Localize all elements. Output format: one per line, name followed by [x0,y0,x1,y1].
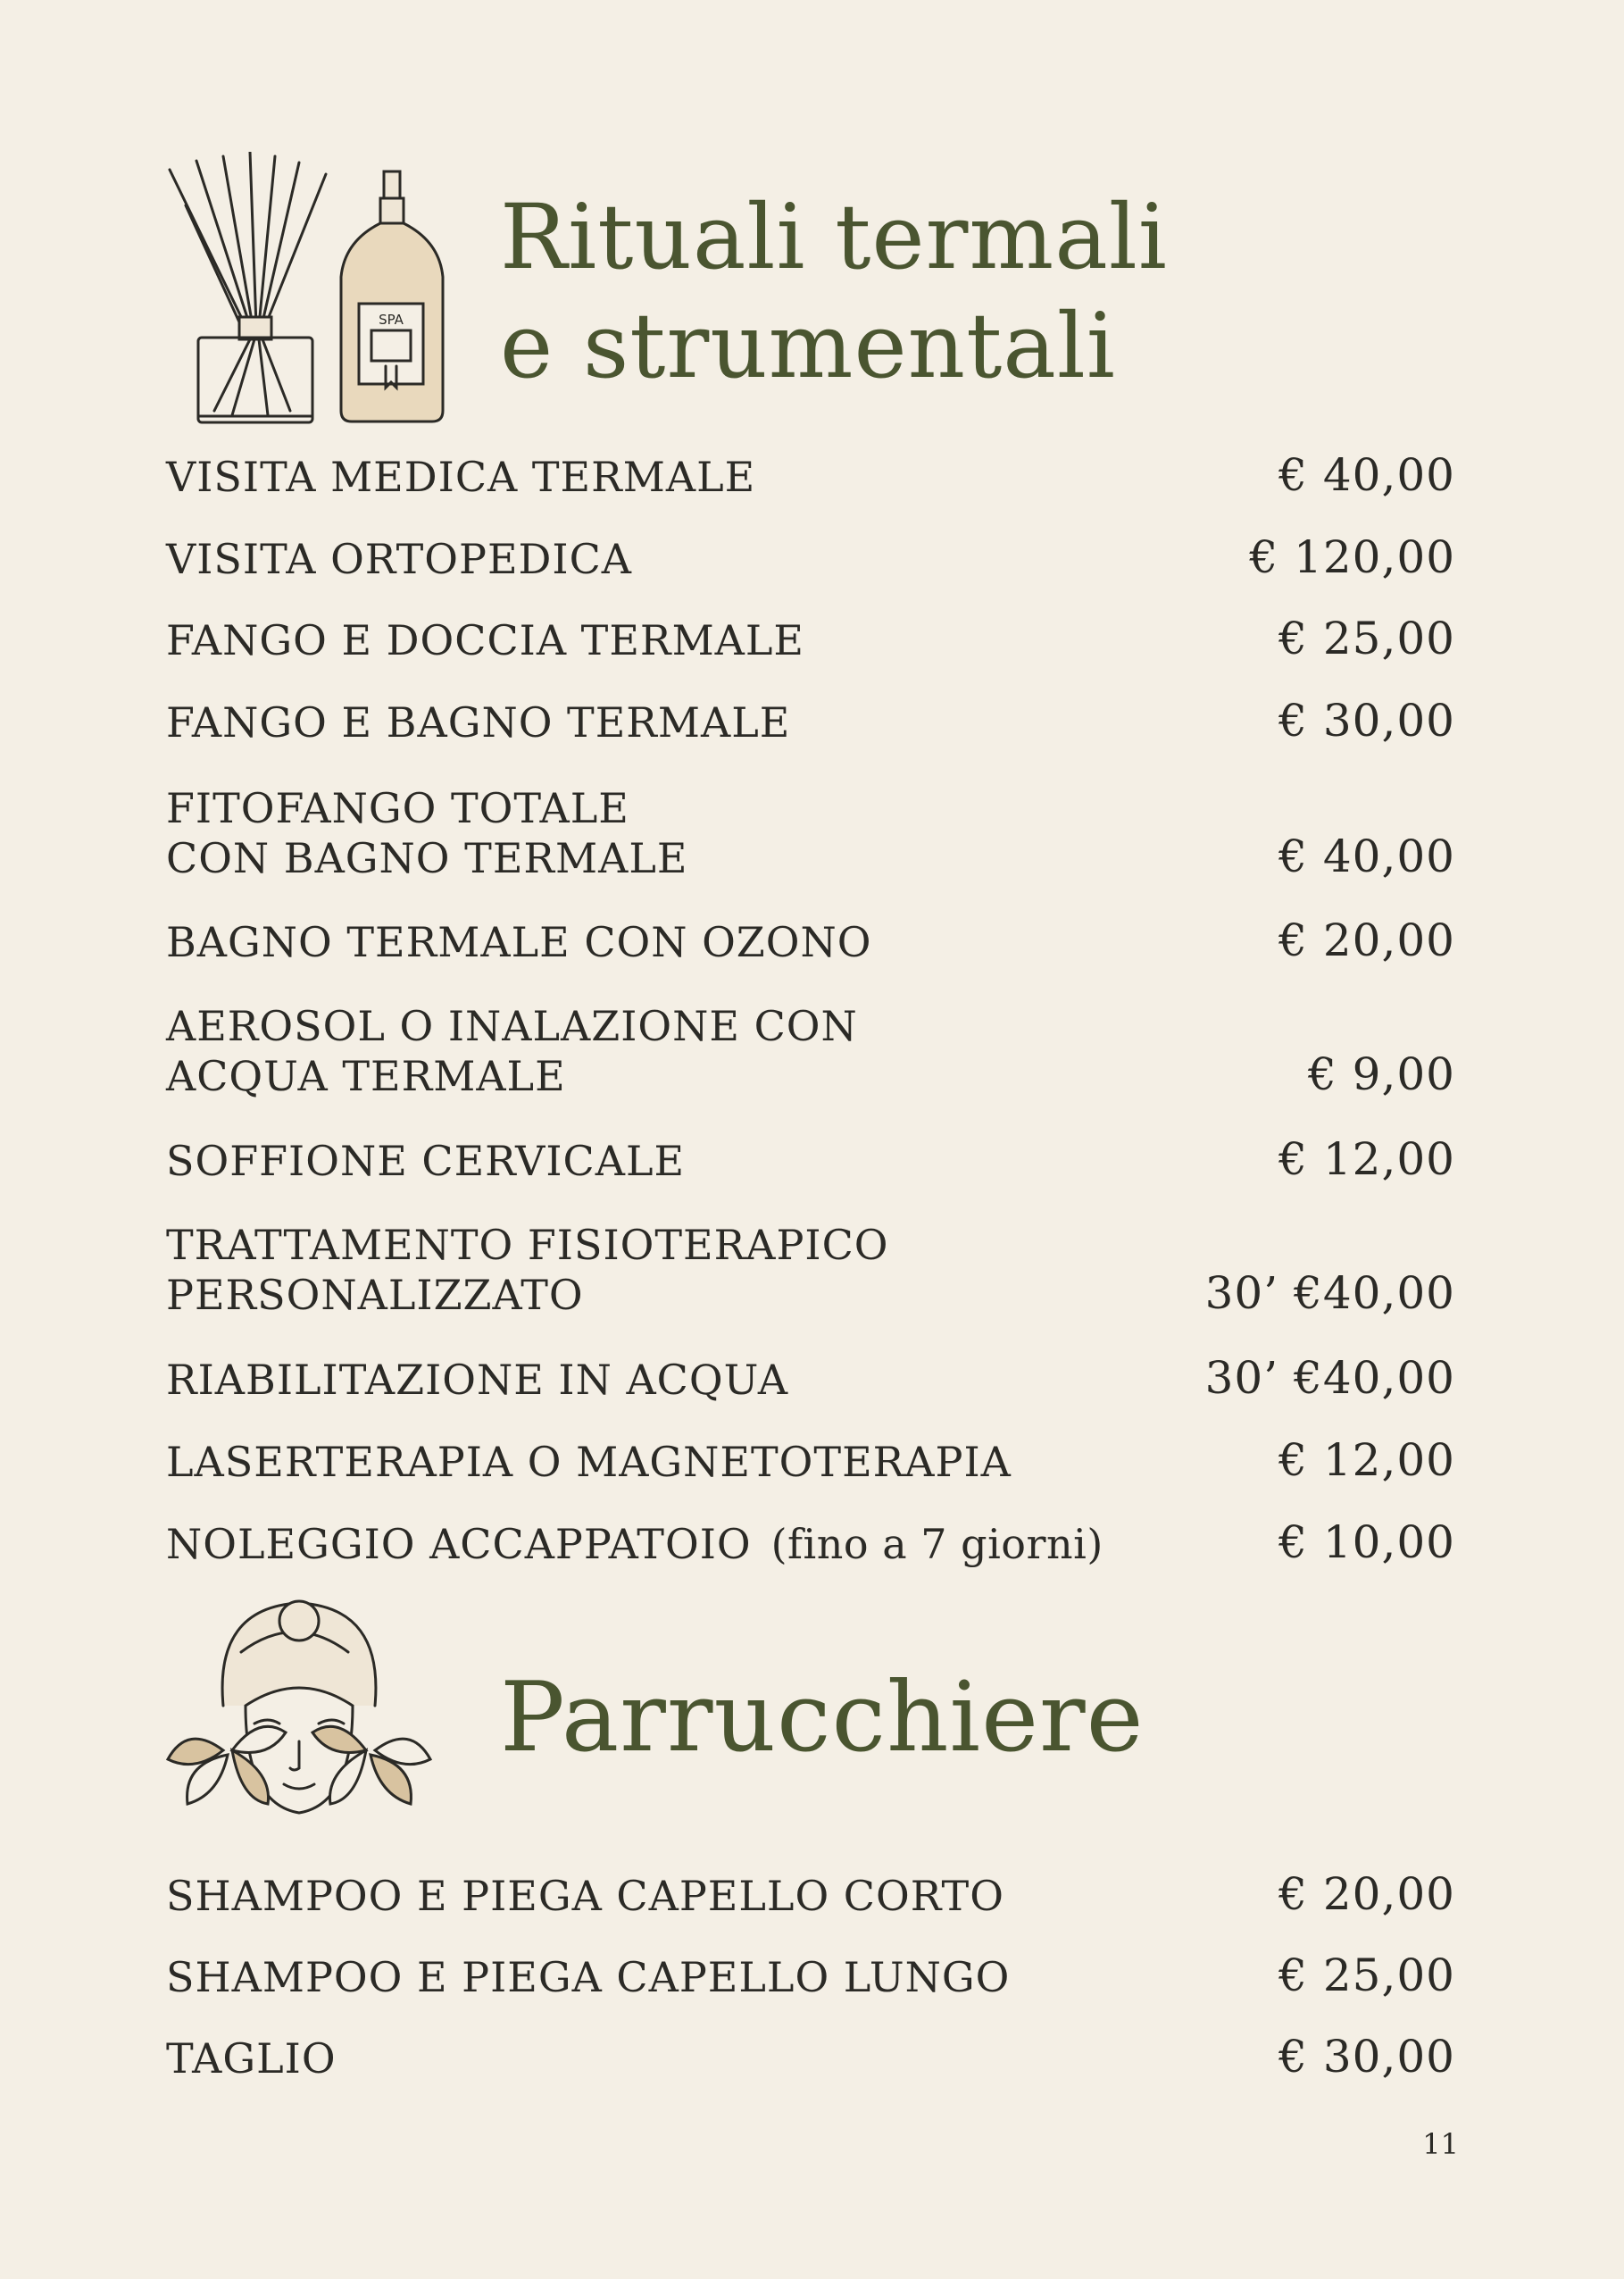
price-row [166,2030,1455,2083]
service-price: € 25,00 [1278,1949,1455,2001]
section-title-parrucchiere: Parrucchiere [500,1662,1145,1774]
price-row [166,530,1455,584]
price-row [166,1949,1455,2002]
service-name: VISITA MEDICA TERMALE [166,453,756,501]
price-row [166,1867,1455,1921]
price-row [166,1001,1455,1101]
service-name: NOLEGGIO ACCAPPATOIO (fino a 7 giorni) [166,1520,1103,1568]
service-name: TRATTAMENTO FISIOTERAPICO PERSONALIZZATO [166,1221,889,1319]
service-price: € 120,00 [1249,531,1455,583]
service-name: LASERTERAPIA O MAGNETOTERAPIA [166,1438,1012,1486]
service-price: € 30,00 [1278,2031,1455,2083]
service-price: 30’ €40,00 [1204,1352,1455,1404]
price-row [166,1220,1455,1320]
section-title-rituali [500,183,1168,401]
service-name: TAGLIO [166,2034,337,2083]
service-price: € 40,00 [1278,449,1455,501]
price-row [166,448,1455,502]
service-name: VISITA ORTOPEDICA [166,535,633,583]
price-row [166,1433,1455,1487]
price-row [166,783,1455,883]
service-price: € 12,00 [1278,1133,1455,1185]
service-name: BAGNO TERMALE CON OZONO [166,918,872,966]
service-name: RIABILITAZIONE IN ACQUA [166,1356,789,1404]
page-number: 11 [1422,2127,1459,2161]
service-name: SHAMPOO E PIEGA CAPELLO LUNGO [166,1953,1011,2001]
service-price: 30’ €40,00 [1204,1267,1455,1319]
service-name: SHAMPOO E PIEGA CAPELLO CORTO [166,1872,1004,1920]
service-price: € 25,00 [1278,613,1455,664]
price-row [166,694,1455,747]
service-note: (fino a 7 giorni) [770,1520,1103,1568]
section-title-line: Rituali termali [500,185,1168,289]
service-price: € 20,00 [1278,914,1455,966]
spa-bottle-label: SPA [379,312,404,328]
service-name: FANGO E BAGNO TERMALE [166,698,791,747]
service-name: FANGO E DOCCIA TERMALE [166,616,805,664]
woman-with-towel-and-flowers-icon [161,1599,437,1849]
service-price: € 30,00 [1278,695,1455,747]
service-name: AEROSOL O INALAZIONE CON ACQUA TERMALE [166,1002,858,1100]
price-row [166,1132,1455,1186]
service-price: € 20,00 [1278,1868,1455,1920]
service-price: € 40,00 [1278,831,1455,882]
service-price: € 12,00 [1278,1434,1455,1486]
diffuser-and-spa-bottle-icon [161,152,464,429]
service-price: € 9,00 [1307,1048,1455,1100]
price-row [166,1515,1455,1569]
service-price: € 10,00 [1278,1516,1455,1568]
price-row [166,914,1455,967]
price-row [166,612,1455,665]
service-name: FITOFANGO TOTALE CON BAGNO TERMALE [166,784,688,882]
service-name: SOFFIONE CERVICALE [166,1137,686,1185]
price-row [166,1351,1455,1405]
section-title-line: e strumentali [500,294,1116,398]
